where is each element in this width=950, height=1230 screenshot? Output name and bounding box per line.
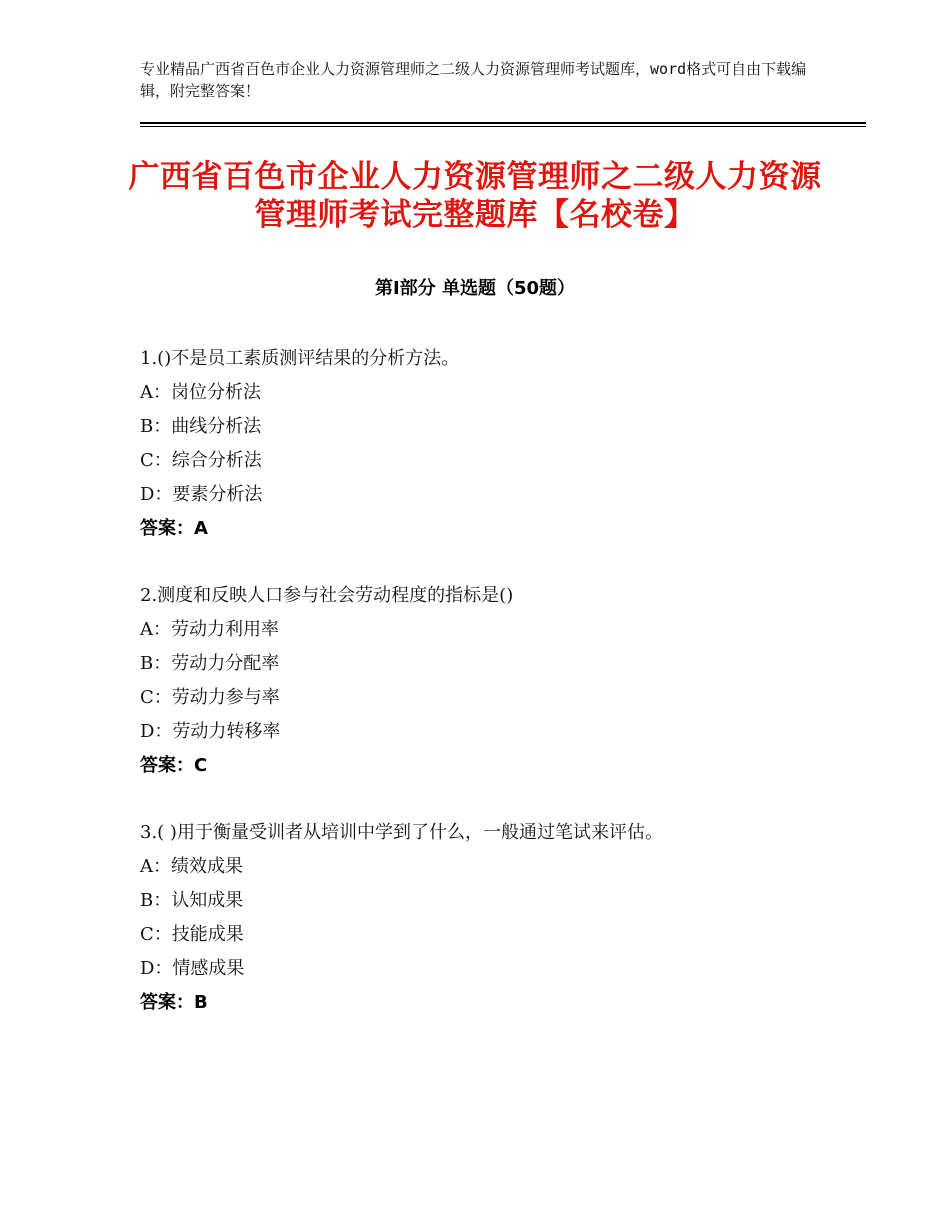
- option-d: D：要素分析法: [140, 484, 263, 505]
- option-d: D：劳动力转移率: [140, 721, 281, 742]
- question-1: [140, 342, 840, 546]
- option-b: B：认知成果: [140, 890, 244, 911]
- option-a: A：岗位分析法: [140, 382, 261, 403]
- answer-line: 答案：B: [140, 992, 208, 1013]
- answer-line: 答案：A: [140, 518, 208, 539]
- section-title: 第Ⅰ部分 单选题（50题）: [374, 278, 575, 299]
- option-a: A：劳动力利用率: [140, 619, 279, 640]
- question-2: [140, 579, 840, 783]
- option-c: C：综合分析法: [140, 450, 262, 471]
- document-title: 广西省百色市企业人力资源管理师之二级人力资源管理师考试完整题库【名校卷】: [128, 159, 822, 233]
- question-stem: 1.()不是员工素质测评结果的分析方法。: [140, 348, 460, 369]
- question-list: [140, 342, 840, 1053]
- option-b: B：曲线分析法: [140, 416, 262, 437]
- question-3: [140, 816, 840, 1020]
- option-a: A：绩效成果: [140, 856, 243, 877]
- header-note: 专业精品广西省百色市企业人力资源管理师之二级人力资源管理师考试题库，word格式可自由下载编辑，附完整答案！: [140, 60, 807, 100]
- header-rule-thick: [140, 122, 866, 124]
- option-d: D：情感成果: [140, 958, 245, 979]
- header-rule-thin: [140, 126, 866, 127]
- answer-line: 答案：C: [140, 755, 208, 776]
- question-stem: 2.测度和反映人口参与社会劳动程度的指标是(): [140, 585, 514, 606]
- option-c: C：技能成果: [140, 924, 244, 945]
- option-b: B：劳动力分配率: [140, 653, 280, 674]
- question-stem: 3.( )用于衡量受训者从培训中学到了什么，一般通过笔试来评估。: [140, 822, 663, 843]
- option-c: C：劳动力参与率: [140, 687, 280, 708]
